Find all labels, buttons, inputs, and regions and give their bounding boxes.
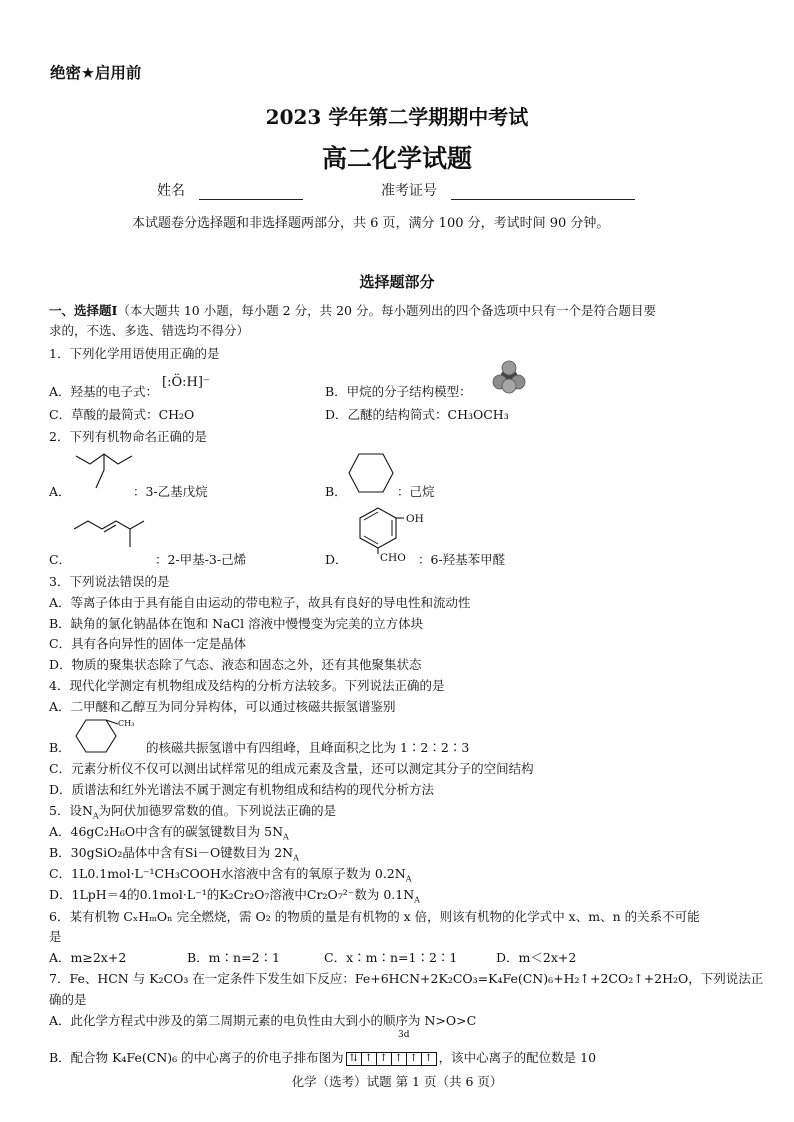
methane-model-icon <box>490 360 528 396</box>
q5-option-d <box>49 885 420 905</box>
q7-option-a: A．此化学方程式中涉及的第二周期元素的电负性由大到小的顺序为 N>O>C <box>49 1013 477 1028</box>
q1-option-b: B．甲烷的分子结构模型： <box>325 384 472 399</box>
q2-a-structure <box>70 448 134 494</box>
q2-a-label: A． <box>49 484 71 499</box>
q2-stem: 2．下列有机物命名正确的是 <box>49 429 207 444</box>
q4-b-text: 的核磁共振氢谱中有四组峰，且峰面积之比为 1∶2∶2∶3 <box>146 740 470 755</box>
q4-option-c: C．元素分析仪不仅可以测出试样常见的组成元素及含量，还可以测定其分子的空间结构 <box>49 761 534 776</box>
orbital-box: ⇅ <box>346 1052 361 1066</box>
q2-d-oh: OH <box>406 513 424 525</box>
q3-option-d: D．物质的聚集状态除了气态、液态和固态之外，还有其他聚集状态 <box>49 657 422 672</box>
q4-b-ch3: CH₃ <box>118 719 135 728</box>
orbital-box: ↑ <box>406 1052 421 1066</box>
id-blank[interactable] <box>451 185 635 200</box>
q5-b-sub: A <box>293 853 299 863</box>
q6-stem: 6．某有机物 CₓHₘOₙ 完全燃烧，需 O₂ 的物质的量是有机物的 x 倍，则该有机物的化学式中 x、m、n 的关系不可能 <box>49 909 700 924</box>
q3-option-a: A．等离子体由于具有能自由运动的带电粒子，故具有良好的导电性和流动性 <box>49 595 471 610</box>
q6-option-b: B．m∶n=2∶1 <box>187 950 280 965</box>
q4-b-methylcyclohexane <box>70 716 146 756</box>
id-field[interactable] <box>381 180 635 200</box>
q2-c-label: C． <box>49 552 72 567</box>
q6-option-c: C．x∶m∶n=1∶2∶1 <box>324 950 458 965</box>
instructions: 本试题卷分选择题和非选择题两部分，共 6 页，满分 100 分，考试时间 90 分钟。 <box>132 216 610 231</box>
q4-b-label: B． <box>49 740 71 755</box>
q1-option-d: D．乙醚的结构简式：CH₃OCH₃ <box>325 407 509 422</box>
q3-option-c: C．具有各向异性的固体一定是晶体 <box>49 636 247 651</box>
q7-stem-2: 确的是 <box>49 992 87 1007</box>
orbital-box: ↑ <box>376 1052 391 1066</box>
orbital-box: ↑ <box>361 1052 376 1066</box>
q1-a-formula: [:Ö:H]⁻ <box>162 375 210 390</box>
part1-rest: （本大题共 10 小题，每小题 2 分，共 20 分。每小题列出的四个备选项中只有一个是符合题目要 <box>117 303 656 318</box>
q6-option-a: A．m≥2x+2 <box>49 950 127 965</box>
q5-stem <box>49 801 336 821</box>
q6-stem-2: 是 <box>49 929 62 944</box>
part1-heading <box>49 301 656 319</box>
q5-stem-pre: 5．设N <box>49 803 93 818</box>
orbital-box: ↑ <box>421 1052 437 1066</box>
q4-option-d: D．质谱法和红外光谱法不属于测定有机物组成和结构的现代分析方法 <box>49 782 435 797</box>
q5-stem-sub: A <box>92 811 99 821</box>
q5-option-a <box>49 822 289 842</box>
name-blank[interactable] <box>199 185 303 200</box>
section-title: 选择题部分 <box>359 273 435 291</box>
part1-rest-2: 求的，不选、多选、错选均不得分） <box>49 323 250 338</box>
q5-c-text: C．1L0.1mol·L⁻¹CH₃COOH水溶液中含有的氧原子数为 0.2N <box>49 866 406 881</box>
orbital-box: ↑ <box>391 1052 406 1066</box>
q2-b-name: ：己烷 <box>397 484 435 499</box>
exam-title: 2023 学年第二学期期中考试 <box>265 105 529 129</box>
q2-d-label: D． <box>325 552 348 567</box>
q5-a-text: A．46gC₂H₆O中含有的碳氢键数目为 5N <box>49 824 284 839</box>
q7-orbital-diagram <box>346 1051 437 1067</box>
q4-option-a: A．二甲醚和乙醇互为同分异构体，可以通过核磁共振氢谱鉴别 <box>49 699 396 714</box>
q2-c-name: ：2-甲基-3-己烯 <box>155 552 247 567</box>
q2-d-cho: CHO <box>380 552 406 564</box>
q7-option-b <box>49 1048 596 1066</box>
q7-orbital-label: 3d <box>398 1030 410 1040</box>
page-footer: 化学（选考）试题 第 1 页（共 6 页） <box>291 1074 503 1089</box>
q1-option-a <box>49 375 210 400</box>
q5-b-text: B．30gSiO₂晶体中含有Si－O键数目为 2N <box>49 845 294 860</box>
q6-option-d: D．m＜2x+2 <box>496 950 577 965</box>
q3-stem: 3．下列说法错误的是 <box>49 574 170 589</box>
name-field[interactable] <box>157 180 303 200</box>
q5-d-sub: A <box>414 895 420 905</box>
q1-stem: 1．下列化学用语使用正确的是 <box>49 346 220 361</box>
confidential-label: 绝密★启用前 <box>50 64 142 82</box>
q3-option-b: B．缺角的氯化钠晶体在饱和 NaCl 溶液中慢慢变为完美的立方体块 <box>49 616 424 631</box>
q2-a-name: ：3-乙基戊烷 <box>133 484 208 499</box>
q5-option-c <box>49 864 411 884</box>
q7-b-post: ，该中心离子的配位数是 10 <box>438 1050 597 1065</box>
q5-c-sub: A <box>405 874 412 884</box>
q7-b-pre: B．配合物 K₄Fe(CN)₆ 的中心离子的价电子排布图为 <box>49 1050 344 1065</box>
q5-option-b <box>49 843 299 863</box>
q2-d-name: ：6-羟基苯甲醛 <box>418 552 506 567</box>
q1-option-c: C．草酸的最简式：CH₂O <box>49 407 195 422</box>
q5-a-sub: A <box>283 832 289 842</box>
paper-title: 高二化学试题 <box>321 144 472 173</box>
q1-a-text: A．羟基的电子式： <box>49 384 159 399</box>
q5-stem-post: 为阿伏加德罗常数的值。下列说法正确的是 <box>98 803 337 818</box>
q7-stem: 7．Fe、HCN 与 K₂CO₃ 在一定条件下发生如下反应：Fe+6HCN+2K₂CO₃=K₄Fe(CN)₆+H₂↑+2CO₂↑+2H₂O，下列说法正 <box>49 971 764 986</box>
q4-stem: 4．现代化学测定有机物组成及结构的分析方法较多。下列说法正确的是 <box>49 678 445 693</box>
q2-c-structure <box>70 515 162 553</box>
name-label: 姓名 <box>157 183 185 199</box>
part1-bold: 一、选择题Ⅰ <box>49 303 118 318</box>
id-label: 准考证号 <box>381 183 437 199</box>
q5-d-text: D．1LpH＝4的0.1mol·L⁻¹的K₂Cr₂O₇溶液中Cr₂O₇²⁻数为 0.1N <box>49 887 415 902</box>
q2-b-cyclohexane <box>347 452 395 494</box>
q2-b-label: B． <box>325 484 347 499</box>
